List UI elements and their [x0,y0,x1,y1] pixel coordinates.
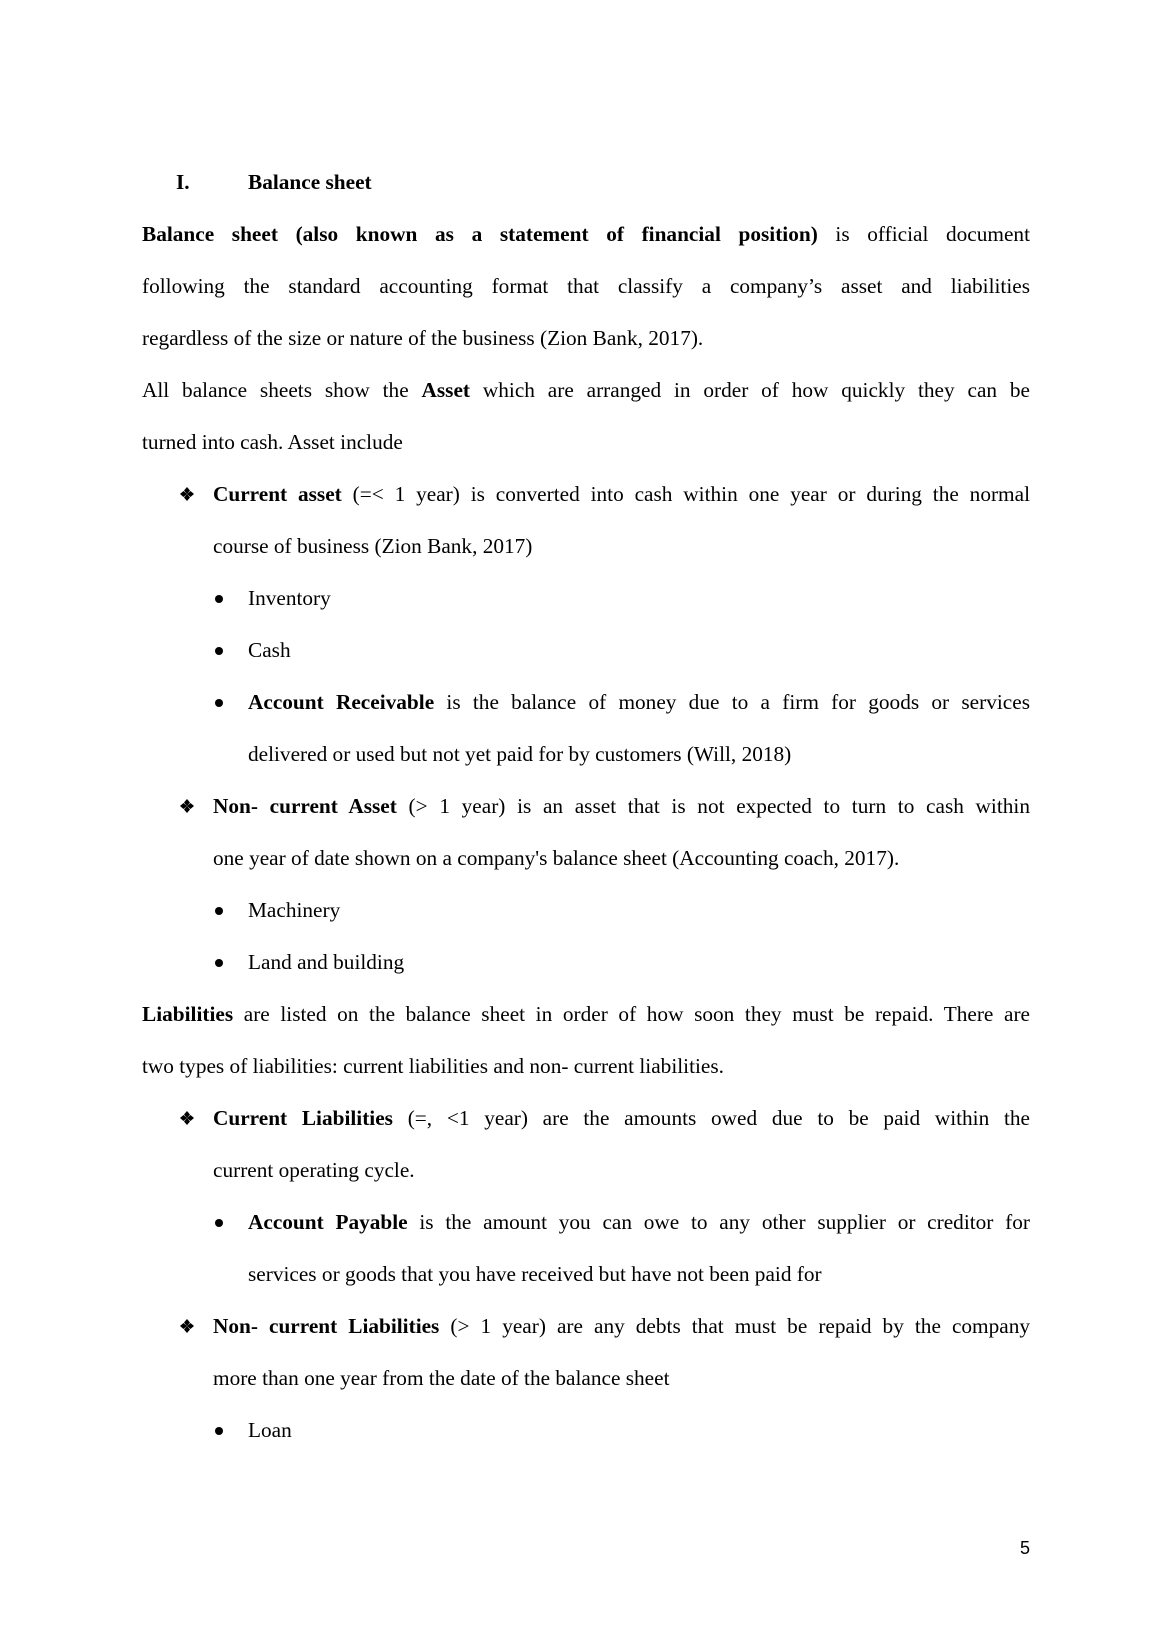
account-receivable-term: Account Receivable [248,690,435,714]
current-asset-line-1: Current asset (=< 1 year) is converted into cash within one year or during the normal [213,482,1030,506]
liabilities-intro-line-2: two types of liabilities: current liabilities and non- current liabilities. [142,1054,724,1078]
account-payable-line-2: services or goods that you have received but have not been paid for [248,1262,822,1286]
account-receivable-line-2: delivered or used but not yet paid for by customers (Will, 2018) [248,742,792,766]
list-item: Machinery [248,898,341,922]
list-item: Cash [248,638,291,662]
liabilities-term: Liabilities [142,1002,234,1026]
noncurrent-asset-line-2: one year of date shown on a company's balance sheet (Accounting coach, 2017). [213,846,900,870]
noncurrent-liabilities-term: Non- current Liabilities [213,1314,440,1338]
list-item: Land and building [248,950,405,974]
intro-line-3: regardless of the size or nature of the business (Zion Bank, 2017). [142,326,704,350]
noncurrent-liabilities-line-2: more than one year from the date of the balance sheet [213,1366,670,1390]
page-number: 5 [1019,1538,1030,1558]
asset-term: Asset [421,378,471,402]
noncurrent-asset-term: Non- current Asset [213,794,397,818]
current-liabilities-line-1: Current Liabilities (=, <1 year) are the amounts owed due to be paid within the [213,1106,1030,1130]
list-item: Loan [248,1418,292,1442]
section-title: Balance sheet [248,170,372,194]
account-payable-line-1: Account Payable is the amount you can owe to any other supplier or creditor for [248,1210,1030,1234]
bullet-icon [212,948,226,976]
current-liabilities-line-2: current operating cycle. [213,1158,415,1182]
diamond-bullet-icon [176,1312,198,1340]
intro-line-1: Balance sheet (also known as a statement of financial position) is official document [142,222,1030,246]
bullet-icon [212,584,226,612]
intro-line-2: following the standard accounting format that classify a company’s asset and liabilities [142,274,1030,298]
bullet-icon [212,636,226,664]
diamond-bullet-icon [176,1104,198,1132]
bullet-icon [212,896,226,924]
diamond-bullet-icon [176,792,198,820]
current-liabilities-term: Current Liabilities [213,1106,393,1130]
current-asset-term: Current asset [213,482,342,506]
assets-intro-line-2: turned into cash. Asset include [142,430,403,454]
bullet-icon [212,688,226,716]
assets-intro-line-1: All balance sheets show the Asset which are arranged in order of how quickly they can be [142,378,1031,402]
noncurrent-liabilities-line-1: Non- current Liabilities (> 1 year) are any debts that must be repaid by the company [213,1314,1031,1338]
account-payable-term: Account Payable [248,1210,408,1234]
bullet-icon [212,1208,226,1236]
liabilities-intro-line-1: Liabilities are listed on the balance sheet in order of how soon they must be repaid. There are [142,1002,1030,1026]
current-asset-line-2: course of business (Zion Bank, 2017) [213,534,533,558]
bullet-icon [212,1416,226,1444]
diamond-bullet-icon [176,480,198,508]
section-number: I. [176,170,190,194]
intro-term: Balance sheet (also known as a statement of financial position) [142,222,818,246]
list-item: Inventory [248,586,331,610]
account-receivable-line-1: Account Receivable is the balance of money due to a firm for goods or services [248,690,1030,714]
noncurrent-asset-line-1: Non- current Asset (> 1 year) is an asset that is not expected to turn to cash within [213,794,1030,818]
